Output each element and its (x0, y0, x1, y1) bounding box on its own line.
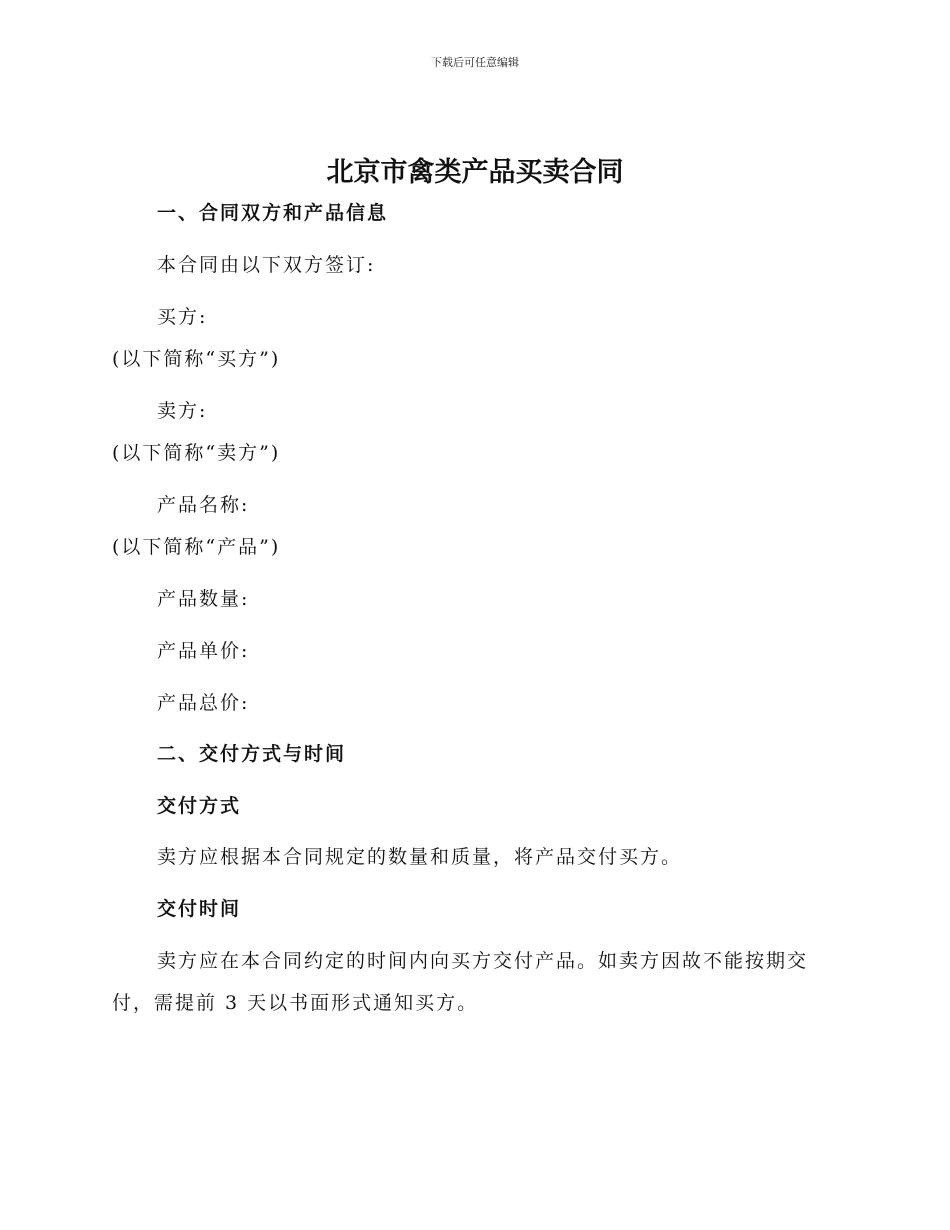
delivery-method-text: 卖方应根据本合同规定的数量和质量，将产品交付买方。 (157, 846, 683, 868)
document-title: 北京市禽类产品买卖合同 (326, 157, 624, 188)
product-total-price-label: 产品总价: (157, 692, 250, 714)
product-name-label: 产品名称: (157, 494, 250, 516)
delivery-time-text-line2: 付，需提前 3 天以书面形式通知买方。 (112, 992, 479, 1014)
section2-heading: 二、交付方式与时间 (157, 743, 347, 765)
product-quantity-label: 产品数量: (157, 588, 250, 610)
buyer-label: 买方: (157, 306, 208, 328)
contract-intro: 本合同由以下双方签订: (157, 254, 376, 276)
seller-label: 卖方: (157, 400, 208, 422)
page-header-note: 下载后可任意编辑 (431, 56, 519, 69)
product-unit-price-label: 产品单价: (157, 640, 250, 662)
delivery-time-heading: 交付时间 (157, 898, 242, 920)
product-alias: (以下简称“产品”) (112, 536, 281, 558)
delivery-method-heading: 交付方式 (157, 795, 242, 817)
delivery-time-text-line1: 卖方应在本合同约定的时间内向买方交付产品。如卖方因故不能按期交 (157, 950, 809, 972)
seller-alias: (以下简称“卖方”) (112, 442, 281, 464)
buyer-alias: (以下简称“买方”) (112, 348, 281, 370)
section1-heading: 一、合同双方和产品信息 (157, 202, 389, 224)
